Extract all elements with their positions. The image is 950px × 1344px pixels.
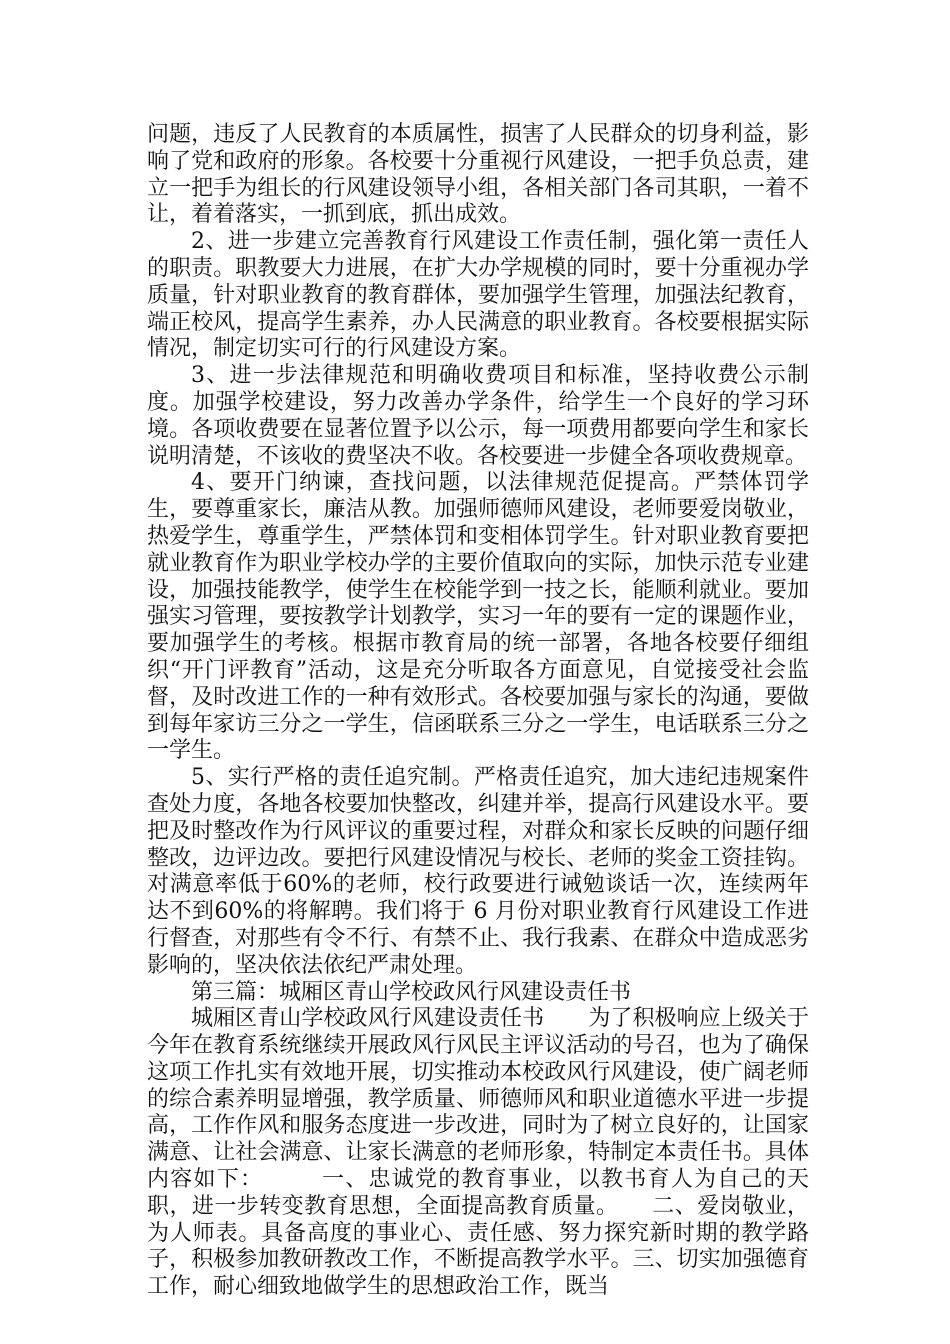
paragraph-responsibility-letter: 城厢区青山学校政风行风建设责任书 为了积极响应上级关于今年在教育系统继续开展政风行风民主评议活动的号召，也为了确保这项工作扎实有效地开展，切实推动本校政风行风建设，使广阔老师的综合素养明显增强，教学质量、师德师风和职业道德水平进一步提高，工作作风和服务态度进一步改进，同时为了树立良好的，让国家满意、让社会满意、让家长满意的老师形象，特制定本责任书。具体内容如下： 一、忠诚党的教育事业，以教书育人为自己的天职，进一步转变教育思想，全面提高教育质量。 二、爱岗敬业，为人师表。具备高度的事业心、责任感、努力探究新时期的教学路子，积极参加教研教改工作，不断提高教学水平。三、切实加强德育工作，耐心细致地做学生的思想政治工作，既当 <box>147 1006 809 1300</box>
paragraph-intro: 问题，违反了人民教育的本质属性，损害了人民群众的切身利益，影响了党和政府的形象。各校要十分重视行风建设，一把手负总责，建立一把手为组长的行风建设领导小组，各相关部门各司其职，一着不让，着着落实，一抓到底，抓出成效。 <box>147 122 809 228</box>
paragraph-item-2: 2、进一步建立完善教育行风建设工作责任制，强化第一责任人的职责。职教要大力进展，在扩大办学规模的同时，要十分重视办学质量，针对职业教育的教育群体，要加强学生管理，加强法纪教育，端正校风，提高学生素养，办人民满意的职业教育。各校要根据实际情况，制定切实可行的行风建设方案。 <box>147 229 809 362</box>
paragraph-item-4: 4、要开门纳谏，查找问题，以法律规范促提高。严禁体罚学生，要尊重家长，廉洁从教。加强师德师风建设，老师要爱岗敬业，热爱学生，尊重学生，严禁体罚和变相体罚学生。针对职业教育要把就业教育作为职业学校办学的主要价值取向的实际，加快示范专业建设，加强技能教学，使学生在校能学到一技之长，能顺利就业。要加强实习管理，要按教学计划教学，实习一年的要有一定的课题作业，要加强学生的考核。根据市教育局的统一部署，各地各校要仔细组织“开门评教育”活动，这是充分听取各方面意见，自觉接受社会监督，及时改进工作的一种有效形式。各校要加强与家长的沟通，要做到每年家访三分之一学生，信函联系三分之一学生，电话联系三分之一学生。 <box>147 470 809 764</box>
section-heading: 第三篇：城厢区青山学校政风行风建设责任书 <box>191 979 632 1005</box>
document-body <box>147 122 809 1301</box>
paragraph-item-3: 3、进一步法律规范和明确收费项目和标准，坚持收费公示制度。加强学校建设，努力改善办学条件，给学生一个良好的学习环境。各项收费要在显著位置予以公示，每一项费用都要向学生和家长说明清楚，不该收的费坚决不收。各校要进一步健全各项收费规章。 <box>147 363 809 469</box>
paragraph-item-5: 5、实行严格的责任追究制。严格责任追究，加大违纪违规案件查处力度，各地各校要加快整改，纠建并举，提高行风建设水平。要把及时整改作为行风评议的重要过程，对群众和家长反映的问题仔细整改，边评边改。要把行风建设情况与校长、老师的奖金工资挂钩。对满意率低于60%的老师，校行政要进行诫勉谈话一次，连续两年达不到60%的将解聘。我们将于 6 月份对职业教育行风建设工作进行督查，对那些有令不行、有禁不止、我行我素、在群众中造成恶劣影响的，坚决依法依纪严肃处理。 <box>147 765 809 978</box>
